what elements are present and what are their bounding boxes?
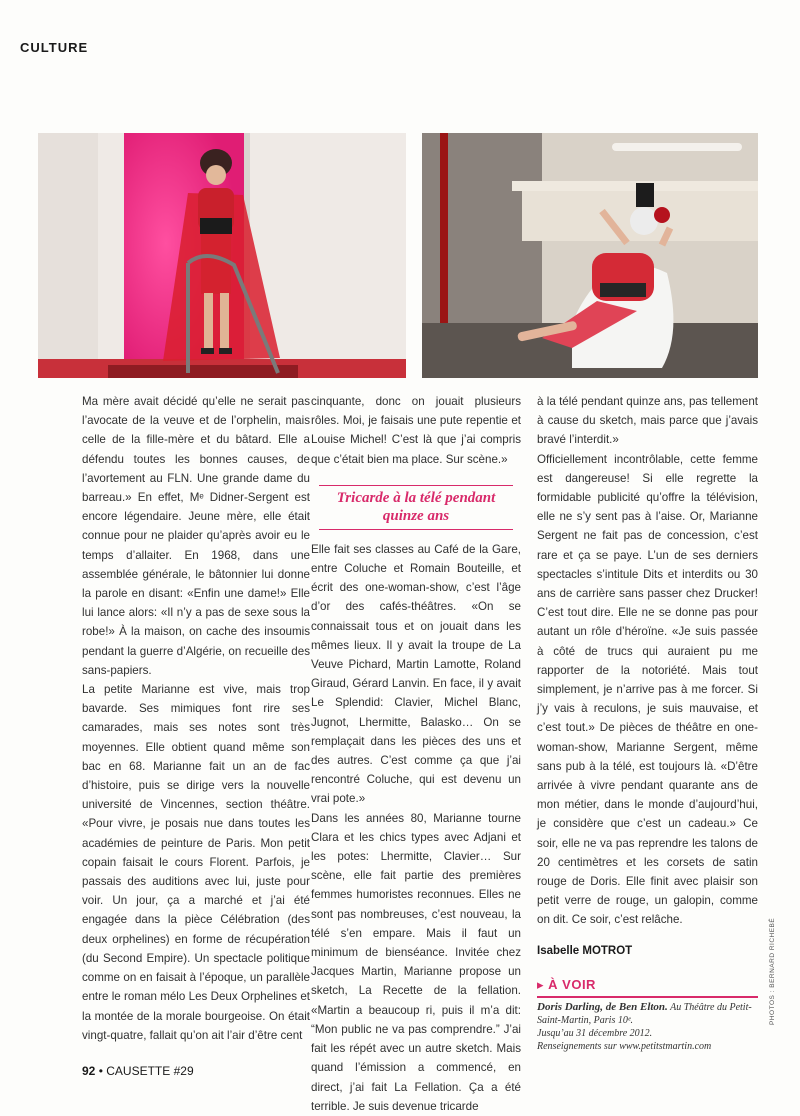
subheading: Tricarde à la télé pendant quinze ans (319, 485, 513, 530)
a-voir-box (537, 1001, 758, 1053)
bullet-separator: • (98, 1064, 103, 1078)
photo-performer-white-mask (422, 133, 758, 378)
page-footer (82, 1064, 194, 1078)
magazine-issue: CAUSETTE #29 (106, 1064, 194, 1078)
arrow-right-icon: ▸ (537, 976, 545, 992)
column-1 (82, 392, 310, 1045)
show-title: Doris Darling, de Ben Elton. (537, 1001, 668, 1014)
paragraph: à la télé pendant quinze ans, pas tellement à cause du sketch, mais parce que j’avais bravé l’interdit.» (537, 395, 758, 447)
photo-performer-red-cape (38, 133, 406, 378)
a-voir-title: À VOIR (548, 976, 596, 992)
show-info: Renseignements sur www.petitstmartin.com (537, 1041, 712, 1053)
show-dates: Jusqu’au 31 décembre 2012. (537, 1028, 653, 1040)
paragraph: Elle fait ses classes au Café de la Gare, entre Coluche et Romain Bouteille, et écrit des one-woman-show, c’est l’âge d’or des cafés-théâtres. «On se connaissait tous et on jouait dans les mêmes lieux. Il y avait la troupe de La Veuve Pichard, Martin Lamotte, Roland Giraud, Gérard Lanvin. En face, il y avait Le Splendid: Clavier, Michel Blanc, Jugnot, Lhermitte, Balasko… On se remplaçait dans les pièces des uns et des autres. C’est comme ça que j’ai rencontré Coluche, qui est devenu un vrai pote.» (311, 542, 521, 806)
paragraph: Officiellement incontrôlable, cette femme est dangereuse! Si elle regrette la formidable publicité qu’offre la télévision, elle ne s’y sent pas à l’aise. Or, Marianne Sergent ne fait pas de concession, c’est rare et ça se paye. L’un de ses derniers spectacles s’intitule Dits et interdits ou 30 ans de carrière sans passer chez Drucker! C’est tout dire. Elle ne se donne pas pour autant un rôle d’héroïne. «Je suis passée à côté de trucs qui auraient pu me rapporter de la notoriété. Mais tout simplement, je n’arrive pas à me forcer. Si j’y vais à reculons, je suis mauvaise, et c’est tout.» De pièces de théâtre en one-woman-show, Marianne Sergent, même sans pub à la télé, est toujours là. «D’être arrivée à vivre pendant quarante ans de mon métier, dans le monde d’aujourd’hui, je considère que c’est un cadeau.» Ce soir, elle ne va pas reprendre les talons de 20 centimètres et les corsets de satin rouge de Doris. Elle finit avec plaisir son petit verre de rouge, un galopin, comme on dit. Ce soir, c’est relâche. (537, 452, 758, 927)
paragraph: Ma mère avait décidé qu’elle ne serait pas l’avocate de la veuve et de l’orphelin, mais celle de la fille-mère et du bâtard. Elle a défendu toutes les bonnes causes, de l’avortement au FLN. Une grande dame du barreau.» En effet, Mᵉ Didner-Sergent est encore légendaire. Jeune mère, elle était connue pour ne plaider qu’après avoir eu le temps d’allaiter. En 1968, dans une assemblée générale, le bâtonnier lui donne la parole en disant: «Enfin une dame!» Elle lui lance alors: «Il n’y a pas de sexe sous la robe!» À la maison, on cache des insoumis pendant la guerre d’Algérie, on recueille des sans-papiers. (82, 395, 310, 677)
paragraph: La petite Marianne est vive, mais trop bavarde. Ses mimiques font rire ses camarades, mais ses notes sont très moyennes. Elle obtient quand même son bac en 68. Marianne fait un an de fac d’histoire, puis se dirige vers la nouvelle université de Vincennes, section théâtre. «Pour vivre, je posais nue dans toutes les académies de peinture de Paris. Mon petit copain faisait le cours Florent. Parfois, je passais des auditions avec lui, juste pour voir. Un jour, ça a marché et j’ai été engagée dans la pièce Célébration (des deux orphelines) en forme de récupération (du Second Empire). Un spectacle politique comme on en faisait à l’époque, un parallèle entre le roman mélo Les Deux Orphelines et la montée de la morale bourgeoise. On était vingt-quatre, fallait qu’on ait l’air d’être cent (82, 683, 310, 1042)
column-3 (537, 392, 758, 1053)
a-voir-heading (537, 975, 758, 998)
paragraph: cinquante, donc on jouait plusieurs rôles. Moi, je faisais une pute repentie et Louise Michel! C’est là que j’ai compris que c’était bien ma place. Sur scène.» (311, 395, 521, 466)
paragraph: Dans les années 80, Marianne tourne Clara et les chics types avec Adjani et les potes: Lhermitte, Clavier… Sur scène, elle fait partie des premières femmes humoristes reconnues. Elles ne sont pas nombreuses, c’est nouveau, la télé s’en empare. Mais il faut un minimum de bienséance. Invitée chez Jacques Martin, Marianne propose un sketch, La Recette de la fellation. «Martin a beaucoup ri, puis il m’a dit: “Mon public ne va pas comprendre.” J’ai fait les répét avec un autre sketch. Mais quand l’émission a commencé, en direct, j’ai fait La Fellation. Ça a été terrible. Je suis devenue tricarde (311, 811, 521, 1113)
show-venue: Au Théâtre du Petit-Saint-Martin, Paris 10ᵉ. (537, 1002, 752, 1027)
page-number: 92 (82, 1064, 96, 1078)
photo-credit: PHOTOS : BERNARD RICHEBÉ (769, 917, 776, 1025)
section-label: CULTURE (20, 40, 89, 55)
author-byline: Isabelle MOTROT (537, 944, 633, 957)
column-2 (311, 392, 521, 1116)
